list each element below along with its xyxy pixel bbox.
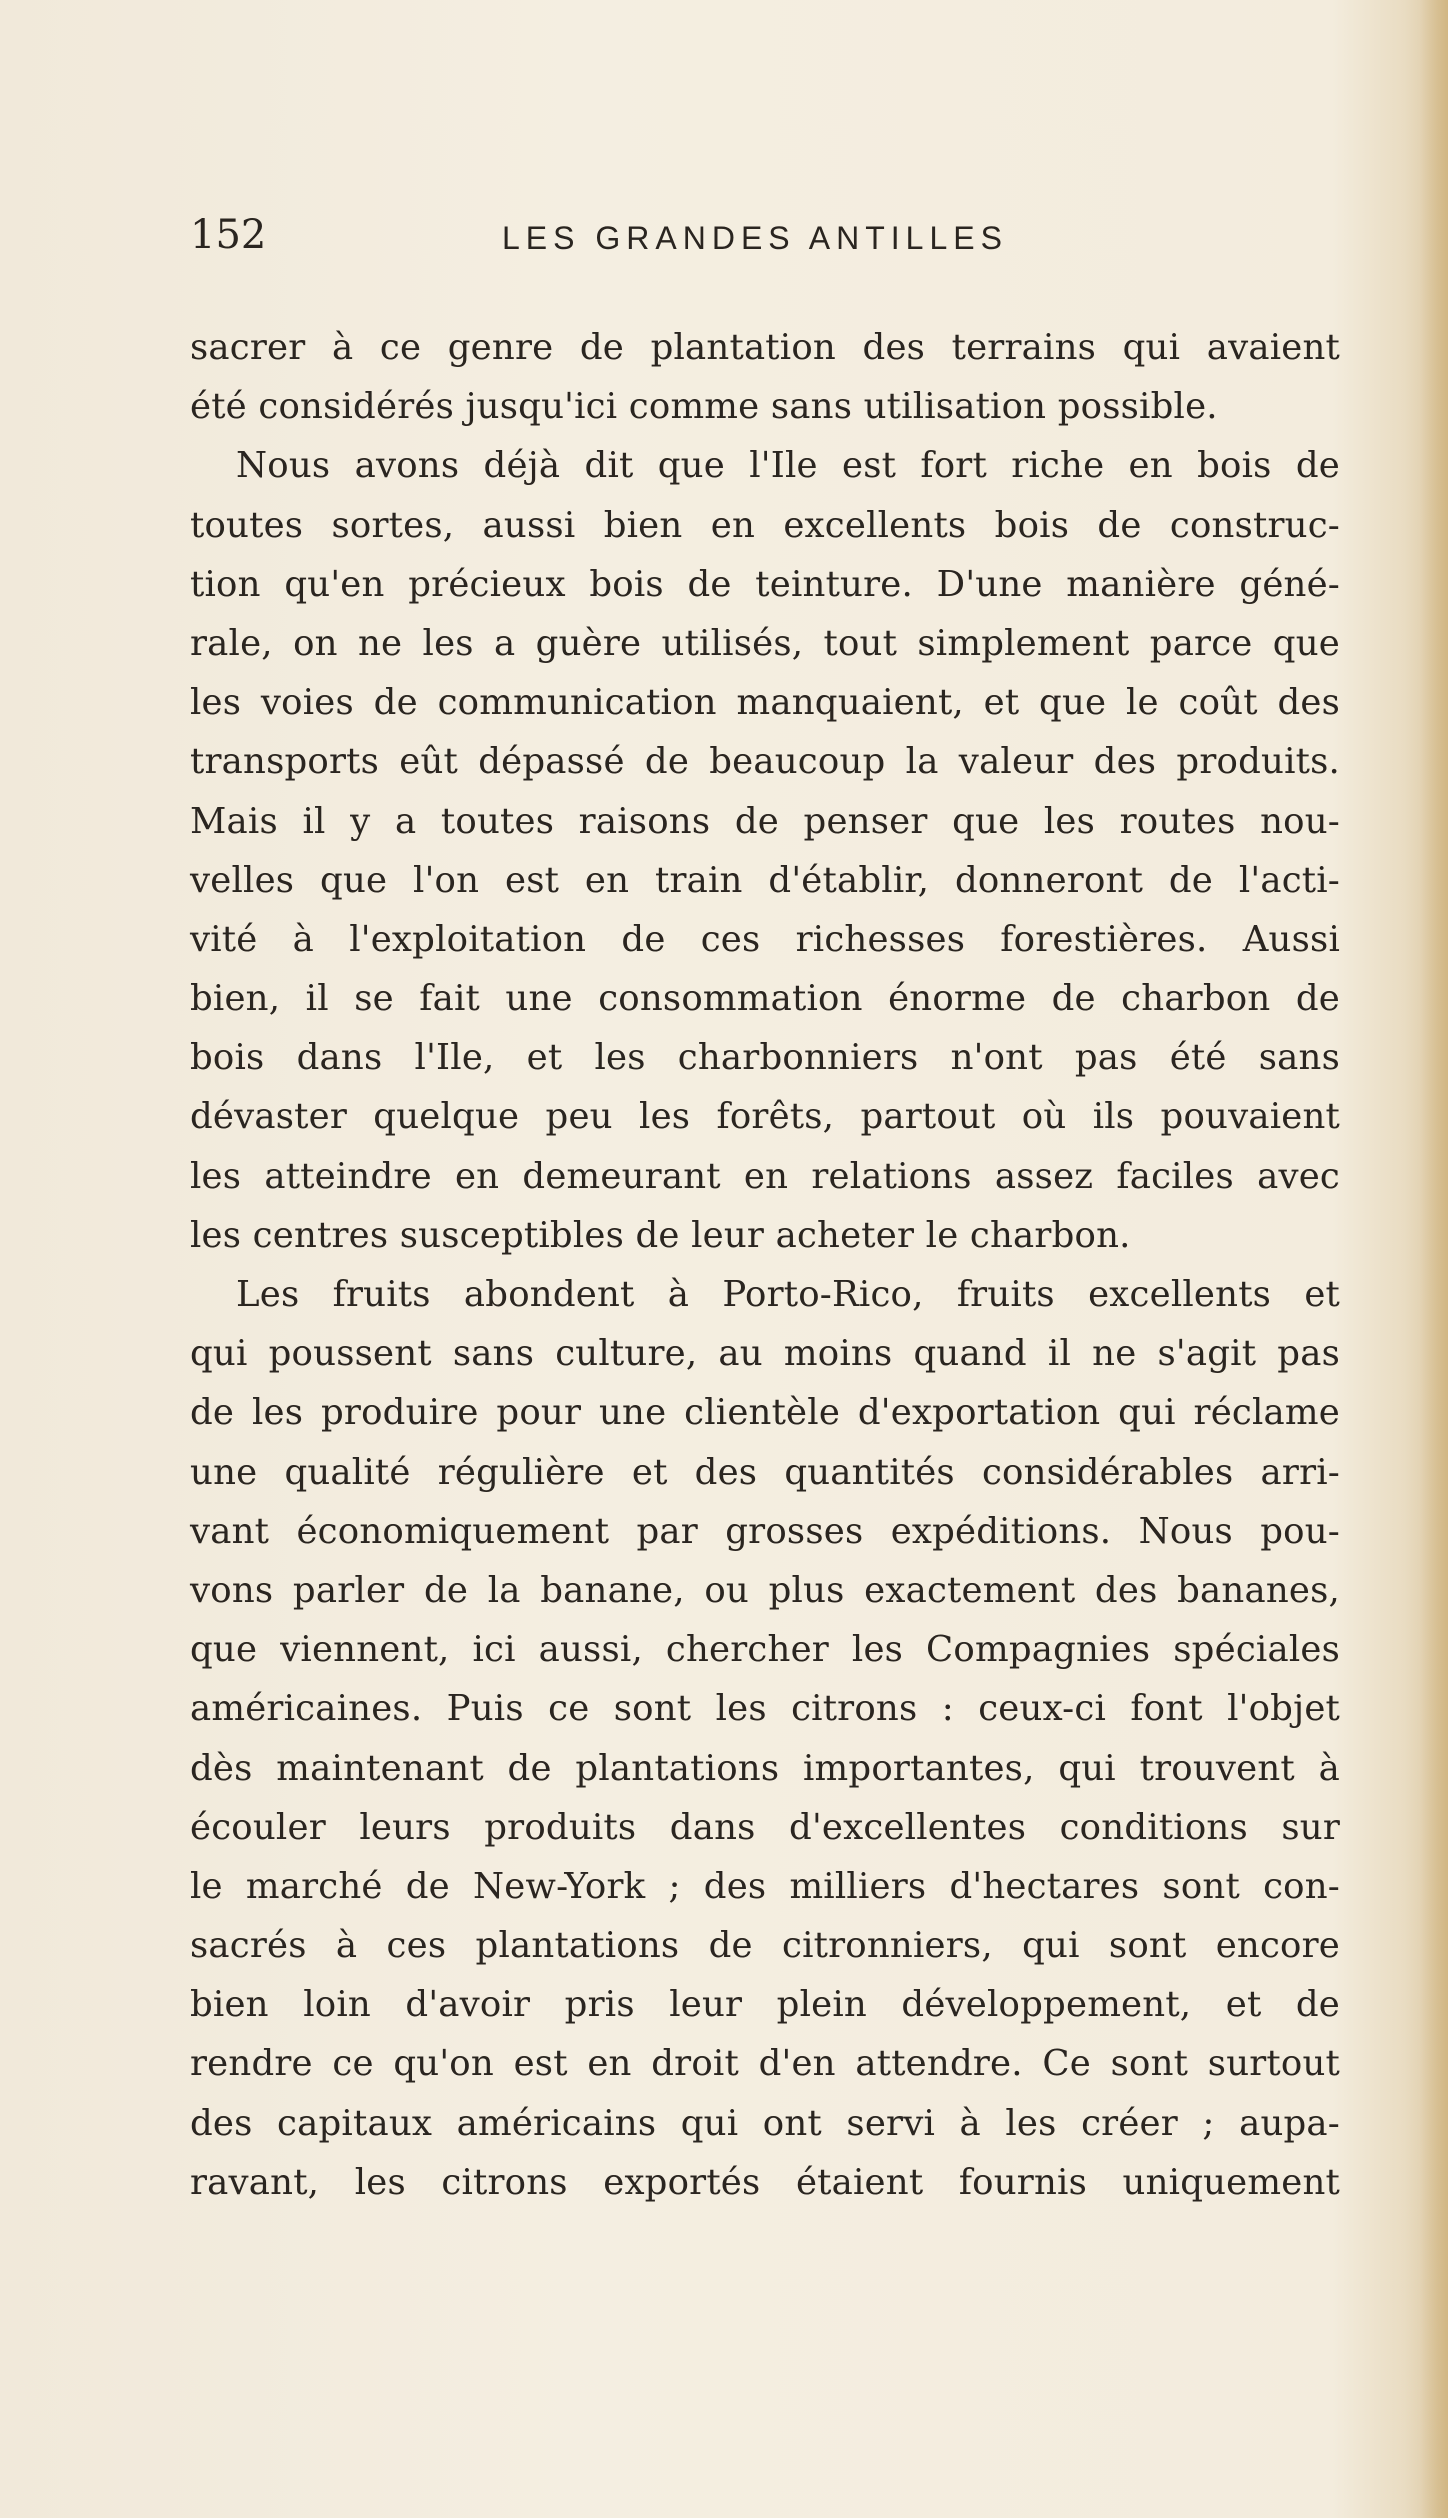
text-line: ravant, les citrons exportés étaient fournis uniquement — [190, 2161, 1340, 2203]
text-line: les voies de communication manquaient, et que le coût des — [190, 682, 1340, 724]
page-edge-shadow — [1420, 0, 1448, 2518]
body-text — [190, 318, 1340, 2212]
text-line: américaines. Puis ce sont les citrons : ceux-ci font l'objet — [190, 1688, 1340, 1730]
text-line: de les produire pour une clientèle d'exportation qui réclame — [190, 1392, 1340, 1434]
text-line: vité à l'exploitation de ces richesses forestières. Aussi — [190, 918, 1340, 960]
text-line: velles que l'on est en train d'établir, donneront de l'acti- — [190, 859, 1340, 901]
text-line: des capitaux américains qui ont servi à les créer ; aupa- — [190, 2102, 1340, 2144]
text-line: vant économiquement par grosses expéditions. Nous pou- — [190, 1510, 1340, 1552]
text-line: que viennent, ici aussi, chercher les Compagnies spéciales — [190, 1629, 1340, 1671]
text-line: les centres susceptibles de leur acheter le charbon. — [190, 1214, 1131, 1256]
text-line: Les fruits abondent à Porto-Rico, fruits excellents et — [236, 1274, 1340, 1315]
text-line: dès maintenant de plantations importantes, qui trouvent à — [190, 1747, 1340, 1789]
text-line: qui poussent sans culture, au moins quand il ne s'agit pas — [190, 1333, 1340, 1375]
text-line: le marché de New-York ; des milliers d'hectares sont con- — [190, 1865, 1340, 1907]
text-line: tion qu'en précieux bois de teinture. D'une manière géné- — [190, 563, 1340, 605]
text-line: rendre ce qu'on est en droit d'en attendre. Ce sont surtout — [190, 2043, 1340, 2085]
running-head — [190, 212, 1340, 272]
text-line: écouler leurs produits dans d'excellentes conditions sur — [190, 1806, 1340, 1848]
text-line: sacrer à ce genre de plantation des terrains qui avaient — [190, 327, 1340, 368]
text-line: transports eût dépassé de beaucoup la valeur des produits. — [190, 741, 1340, 783]
page-number: 152 — [190, 212, 267, 258]
text-line: bois dans l'Ile, et les charbonniers n'ont pas été sans — [190, 1037, 1340, 1079]
text-line: rale, on ne les a guère utilisés, tout simplement parce que — [190, 622, 1340, 664]
running-title: LES GRANDES ANTILLES — [502, 220, 1008, 256]
text-line: une qualité régulière et des quantités considérables arri- — [190, 1451, 1340, 1493]
text-line: Mais il y a toutes raisons de penser que les routes nou- — [190, 800, 1340, 842]
text-line: les atteindre en demeurant en relations assez faciles avec — [190, 1155, 1340, 1197]
text-line: dévaster quelque peu les forêts, partout où ils pouvaient — [190, 1096, 1340, 1138]
text-line: sacrés à ces plantations de citronniers, qui sont encore — [190, 1925, 1340, 1967]
text-line: Nous avons déjà dit que l'Ile est fort riche en bois de — [236, 445, 1340, 487]
text-line: toutes sortes, aussi bien en excellents bois de construc- — [190, 504, 1340, 546]
text-line: bien, il se fait une consommation énorme de charbon de — [190, 978, 1340, 1020]
text-line: été considérés jusqu'ici comme sans utilisation possible. — [190, 386, 1218, 428]
text-line: vons parler de la banane, ou plus exactement des bananes, — [190, 1569, 1340, 1611]
text-line: bien loin d'avoir pris leur plein développement, et de — [190, 1984, 1340, 2026]
